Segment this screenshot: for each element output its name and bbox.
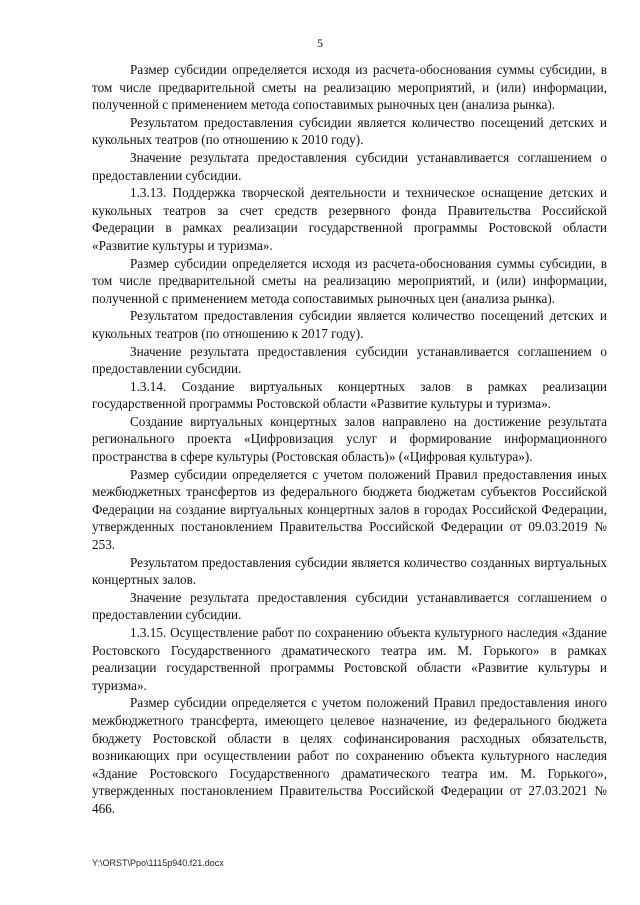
footer-file-path: Y:\ORST\Ppo\1115p940.f21.docx (92, 858, 224, 868)
document-body (92, 61, 607, 818)
paragraph: Значение результата предоставления субсидии устанавливается соглашением о предоставлении субсидии. (92, 589, 607, 623)
paragraph: Размер субсидии определяется с учетом положений Правил предоставления иного межбюджетного трансферта, имеющего целевое назначение, из федерального бюджета бюджету Ростовской области в целях софинансирования расходных обязательств, возникающих при осуществлении работ по сохранению объекта культурного наследия «Здание Ростовского Государственного драматического театра им. М. Горького», утвержденных постановлением Правительства Российской Федерации от 27.03.2021 № 466. (92, 695, 607, 816)
paragraph: Результатом предоставления субсидии является количество посещений детских и кукольных театров (по отношению к 2010 году). (92, 114, 607, 148)
paragraph: Размер субсидии определяется исходя из расчета-обоснования суммы субсидии, в том числе предварительной сметы на реализацию мероприятий, и (или) информации, полученной с применением метода сопоставимых рыночных цен (анализа рынка). (92, 62, 607, 113)
paragraph: Значение результата предоставления субсидии устанавливается соглашением о предоставлении субсидии. (92, 343, 607, 377)
paragraph: 1.3.15. Осуществление работ по сохранению объекта культурного наследия «Здание Ростовского Государственного драматического театра им. М. Горького» в рамках реализации государственной программы Ростовской области «Развитие культуры и туризма». (92, 625, 607, 693)
paragraph: Размер субсидии определяется с учетом положений Правил предоставления иных межбюджетных трансфертов из федерального бюджета бюджетам субъектов Российской Федерации на создание виртуальных концертных залов в городах Российской Федерации, утвержденных постановлением Правительства Российской Федерации от 09.03.2019 № 253. (92, 466, 607, 553)
paragraph: Создание виртуальных концертных залов направлено на достижение результата регионального проекта «Цифровизация услуг и формирование информационного пространства в сфере культуры (Ростовская область)» («Цифровая культура»). (92, 413, 607, 465)
paragraph: 1.3.13. Поддержка творческой деятельности и техническое оснащение детских и кукольных театров за счет средств резервного фонда Правительства Российской Федерации в рамках реализации государственной программы Ростовской области «Развитие культуры и туризма». (92, 185, 607, 253)
paragraph: Значение результата предоставления субсидии устанавливается соглашением о предоставлении субсидии. (92, 149, 607, 183)
paragraph: Размер субсидии определяется исходя из расчета-обоснования суммы субсидии, в том числе предварительной сметы на реализацию мероприятий, и (или) информации, полученной с применением метода сопоставимых рыночных цен (анализа рынка). (92, 255, 607, 306)
page-number: 5 (317, 36, 323, 50)
paragraph: Результатом предоставления субсидии является количество созданных виртуальных концертных залов. (92, 554, 607, 588)
paragraph: Результатом предоставления субсидии является количество посещений детских и кукольных театров (по отношению к 2017 году). (92, 308, 607, 341)
paragraph: 1.3.14. Создание виртуальных концертных залов в рамках реализации государственной программы Ростовской области «Развитие культуры и туризма». (92, 378, 607, 412)
